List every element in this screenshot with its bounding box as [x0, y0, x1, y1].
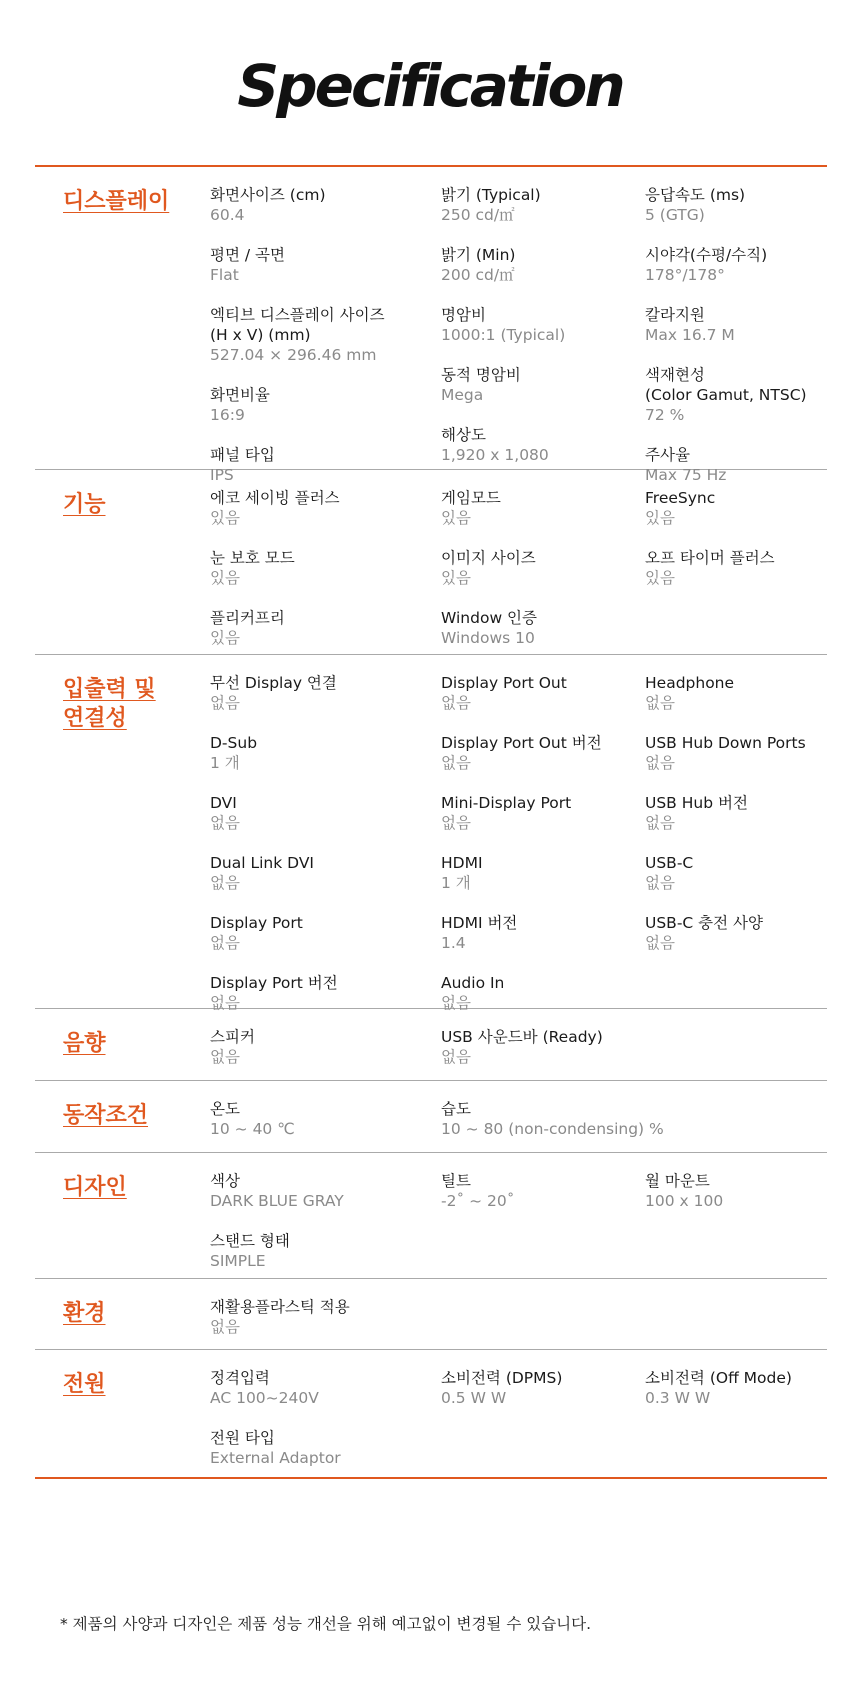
spec-section: [35, 1153, 827, 1279]
spec-value: -2˚ ~ 20˚: [441, 1192, 515, 1210]
spec-key: HDMI 버전: [441, 914, 518, 932]
spec-value: Flat: [210, 266, 239, 284]
spec-column: [210, 1171, 425, 1291]
spec-value: 없음: [441, 694, 471, 712]
spec-value: 없음: [645, 754, 675, 772]
spec-key: 플리커프리: [210, 609, 285, 627]
spec-key: (Color Gamut, NTSC): [645, 386, 807, 404]
section-label-line: 입출력 및: [63, 677, 156, 702]
spec-value: 178°/178°: [645, 266, 725, 284]
spec-item: [210, 245, 425, 305]
spec-item: [441, 1099, 664, 1159]
spec-key: USB-C: [645, 854, 694, 872]
spec-value: 1.4: [441, 934, 466, 952]
spec-key: 밝기 (Min): [441, 246, 516, 264]
spec-item: [210, 793, 425, 853]
spec-item: [210, 305, 425, 385]
spec-key: USB 사운드바 (Ready): [441, 1028, 603, 1046]
spec-key: 해상도: [441, 426, 486, 444]
spec-value: 없음: [210, 1318, 240, 1336]
spec-column: [210, 673, 425, 1033]
spec-item: [210, 1368, 425, 1428]
section-label-line: 환경: [63, 1301, 106, 1326]
spec-key: FreeSync: [645, 489, 716, 507]
spec-key: USB-C 충전 사양: [645, 914, 763, 932]
spec-value: 있음: [210, 509, 240, 527]
spec-key: DVI: [210, 794, 237, 812]
spec-value: 없음: [210, 1048, 240, 1066]
section-label: [63, 1029, 106, 1058]
spec-value: 없음: [441, 1048, 471, 1066]
section-label-line: 연결성: [63, 706, 127, 731]
spec-column: [210, 488, 425, 668]
spec-key: 눈 보호 모드: [210, 549, 295, 567]
spec-value: 있음: [210, 569, 240, 587]
spec-item: [441, 1027, 636, 1087]
spec-key: Mini-Display Port: [441, 794, 572, 812]
spec-item: [210, 1099, 425, 1159]
spec-column: [645, 488, 827, 608]
spec-item: [645, 548, 827, 608]
spec-key: 무선 Display 연결: [210, 674, 337, 692]
spec-value: SIMPLE: [210, 1252, 266, 1270]
spec-column: [645, 185, 827, 505]
spec-key: 화면비율: [210, 386, 270, 404]
spec-value: 없음: [441, 994, 471, 1012]
spec-key: 이미지 사이즈: [441, 549, 536, 567]
spec-key: Display Port 버전: [210, 974, 338, 992]
spec-section: [35, 1350, 827, 1477]
page-title: Specification: [237, 52, 623, 120]
spec-item: [210, 673, 425, 733]
footnote: * 제품의 사양과 디자인은 제품 성능 개선을 위해 예고없이 변경될 수 있습니다.: [60, 1615, 592, 1633]
spec-key: 패널 타입: [210, 446, 275, 464]
spec-value: External Adaptor: [210, 1449, 341, 1467]
spec-item: [210, 733, 425, 793]
spec-key: 습도: [441, 1100, 471, 1118]
spec-key: 소비전력 (Off Mode): [645, 1369, 792, 1387]
spec-key: Display Port Out 버전: [441, 734, 602, 752]
spec-key: 월 마운트: [645, 1172, 710, 1190]
spec-key: 전원 타입: [210, 1429, 275, 1447]
spec-item: [210, 1027, 425, 1087]
spec-key: Display Port: [210, 914, 303, 932]
spec-item: [210, 1171, 425, 1231]
spec-item: [441, 673, 636, 733]
spec-value: 없음: [645, 814, 675, 832]
spec-value: 없음: [441, 814, 471, 832]
spec-value: IPS: [210, 466, 234, 484]
spec-value: 1,920 x 1,080: [441, 446, 549, 464]
spec-column: [441, 1171, 636, 1231]
spec-column: [210, 1297, 425, 1357]
spec-value: 200 cd/㎡: [441, 266, 515, 284]
spec-key: 시야각(수평/수직): [645, 246, 768, 264]
spec-value: 72 %: [645, 406, 685, 424]
spec-key: 게임모드: [441, 489, 501, 507]
spec-column: [441, 673, 636, 1033]
spec-key: Audio In: [441, 974, 505, 992]
spec-value: 10 ~ 80 (non-condensing) %: [441, 1120, 664, 1138]
spec-value: 있음: [210, 629, 240, 647]
spec-value: 없음: [210, 874, 240, 892]
spec-section: [35, 655, 827, 1012]
spec-key: HDMI: [441, 854, 483, 872]
spec-value: 있음: [645, 509, 675, 527]
spec-item: [645, 793, 827, 853]
spec-key: 밝기 (Typical): [441, 186, 541, 204]
spec-column: [441, 1099, 664, 1159]
spec-key: 재활용플라스틱 적용: [210, 1298, 350, 1316]
spec-key: Dual Link DVI: [210, 854, 314, 872]
spec-item: [441, 913, 636, 973]
spec-item: [210, 913, 425, 973]
spec-item: [645, 733, 827, 793]
spec-column: [441, 1027, 636, 1087]
spec-value: 없음: [210, 994, 240, 1012]
spec-value: 있음: [441, 509, 471, 527]
spec-item: [645, 245, 827, 305]
spec-value: Max 75 Hz: [645, 466, 727, 484]
spec-key: 스탠드 형태: [210, 1232, 290, 1250]
section-label-line: 동작조건: [63, 1103, 149, 1128]
spec-item: [645, 1171, 827, 1231]
spec-section: [35, 1009, 827, 1081]
spec-value: Windows 10: [441, 629, 535, 647]
spec-section: [35, 1279, 827, 1350]
spec-column: [210, 185, 425, 505]
spec-column: [441, 1368, 636, 1428]
spec-key: 엑티브 디스플레이 사이즈: [210, 306, 385, 324]
spec-value: 1 개: [210, 754, 240, 772]
spec-value: 0.5 W W: [441, 1389, 507, 1407]
section-label-line: 기능: [63, 492, 106, 517]
spec-item: [441, 365, 636, 425]
spec-section: [35, 470, 827, 655]
spec-item: [210, 853, 425, 913]
section-label: [63, 1101, 148, 1130]
spec-key: 명암비: [441, 306, 486, 324]
spec-key: Window 인증: [441, 609, 537, 627]
section-label: [63, 1173, 127, 1202]
spec-value: 없음: [210, 814, 240, 832]
spec-key: 색재현성: [645, 366, 705, 384]
spec-value: 10 ~ 40 ℃: [210, 1120, 295, 1138]
spec-value: 0.3 W W: [645, 1389, 711, 1407]
spec-section: [35, 167, 827, 484]
spec-value: 있음: [645, 569, 675, 587]
spec-key: 소비전력 (DPMS): [441, 1369, 563, 1387]
spec-key: 동적 명암비: [441, 366, 521, 384]
spec-key: 에코 세이빙 플러스: [210, 489, 340, 507]
spec-item: [645, 853, 827, 913]
spec-item: [441, 488, 636, 548]
section-label-line: 디자인: [63, 1175, 127, 1200]
spec-item: [441, 185, 636, 245]
spec-key: 스피커: [210, 1028, 255, 1046]
spec-value: 1 개: [441, 874, 471, 892]
spec-value: 16:9: [210, 406, 245, 424]
spec-item: [645, 305, 827, 365]
spec-item: [645, 365, 827, 445]
section-label: [63, 490, 106, 519]
spec-item: [645, 488, 827, 548]
spec-section: [35, 1081, 827, 1153]
spec-key: (H x V) (mm): [210, 326, 311, 344]
spec-value: 527.04 × 296.46 mm: [210, 346, 377, 364]
section-label: [63, 1370, 106, 1399]
spec-key: 온도: [210, 1100, 240, 1118]
spec-item: [210, 548, 425, 608]
spec-column: [645, 673, 827, 973]
spec-value: DARK BLUE GRAY: [210, 1192, 344, 1210]
spec-value: 250 cd/㎡: [441, 206, 515, 224]
spec-item: [441, 1171, 636, 1231]
spec-key: D-Sub: [210, 734, 258, 752]
spec-column: [210, 1368, 425, 1488]
spec-key: USB Hub Down Ports: [645, 734, 806, 752]
spec-value: 없음: [210, 694, 240, 712]
spec-key: 화면사이즈 (cm): [210, 186, 326, 204]
section-label: [63, 675, 156, 733]
spec-value: 없음: [645, 874, 675, 892]
section-label-line: 디스플레이: [63, 189, 170, 214]
bottom-divider: [35, 1477, 827, 1479]
spec-item: [645, 185, 827, 245]
spec-key: 정격입력: [210, 1369, 270, 1387]
section-label: [63, 1299, 106, 1328]
spec-item: [645, 913, 827, 973]
spec-item: [645, 673, 827, 733]
spec-item: [441, 853, 636, 913]
spec-column: [210, 1099, 425, 1159]
spec-column: [645, 1368, 827, 1428]
spec-value: 60.4: [210, 206, 245, 224]
spec-item: [210, 1297, 425, 1357]
spec-value: 없음: [441, 754, 471, 772]
spec-item: [210, 488, 425, 548]
spec-item: [645, 1368, 827, 1428]
spec-column: [645, 1171, 827, 1231]
spec-column: [441, 185, 636, 485]
spec-column: [210, 1027, 425, 1087]
spec-key: 칼라지원: [645, 306, 705, 324]
spec-value: 100 x 100: [645, 1192, 724, 1210]
spec-value: 1000:1 (Typical): [441, 326, 566, 344]
spec-value: 없음: [210, 934, 240, 952]
spec-key: USB Hub 버전: [645, 794, 748, 812]
spec-item: [210, 1428, 425, 1488]
spec-value: 5 (GTG): [645, 206, 705, 224]
spec-item: [441, 305, 636, 365]
spec-item: [210, 185, 425, 245]
spec-value: Mega: [441, 386, 484, 404]
spec-key: 틸트: [441, 1172, 471, 1190]
spec-value: 없음: [645, 694, 675, 712]
spec-item: [441, 1368, 636, 1428]
spec-value: AC 100~240V: [210, 1389, 319, 1407]
spec-value: 있음: [441, 569, 471, 587]
spec-column: [441, 488, 636, 668]
spec-key: 오프 타이머 플러스: [645, 549, 775, 567]
spec-key: 주사율: [645, 446, 690, 464]
spec-item: [441, 733, 636, 793]
spec-value: Max 16.7 M: [645, 326, 735, 344]
spec-key: Display Port Out: [441, 674, 567, 692]
spec-item: [441, 245, 636, 305]
spec-item: [441, 793, 636, 853]
section-label-line: 음향: [63, 1031, 106, 1056]
spec-item: [210, 385, 425, 445]
spec-value: 없음: [645, 934, 675, 952]
spec-key: 평면 / 곡면: [210, 246, 285, 264]
spec-key: 응답속도 (ms): [645, 186, 746, 204]
spec-key: 색상: [210, 1172, 240, 1190]
section-label: [63, 187, 169, 216]
spec-item: [441, 548, 636, 608]
section-label-line: 전원: [63, 1372, 106, 1397]
spec-key: Headphone: [645, 674, 735, 692]
